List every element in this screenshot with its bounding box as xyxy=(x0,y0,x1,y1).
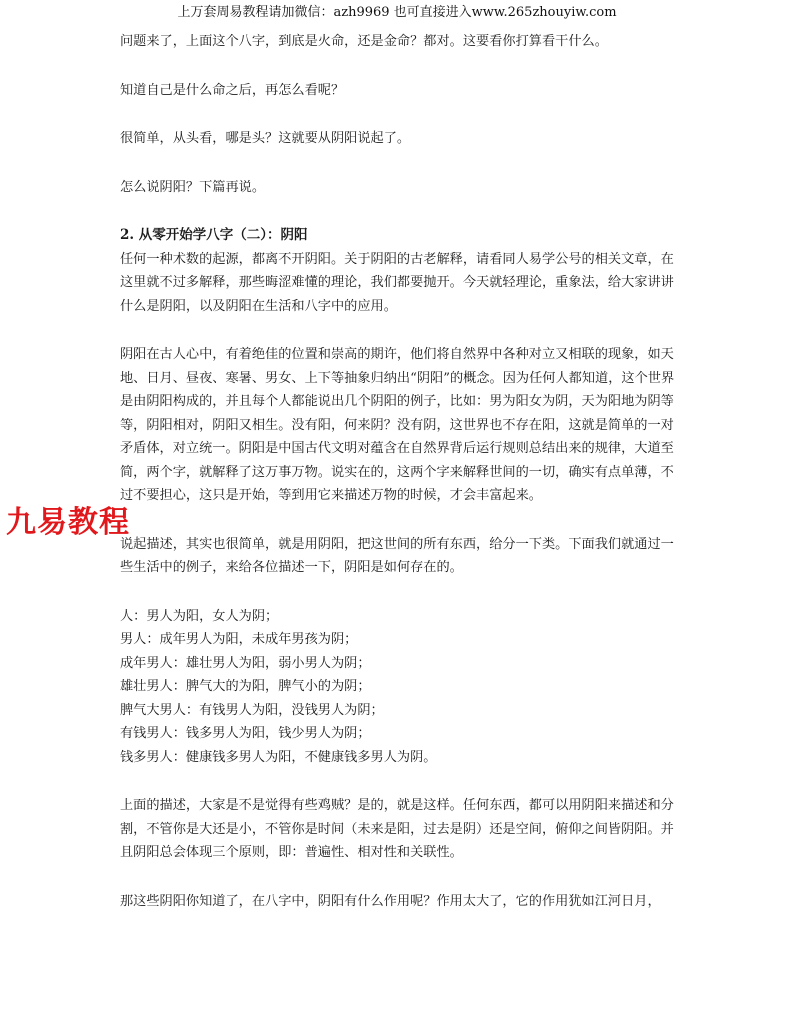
section-heading: 2. 从零开始学八字（二）：阴阳 xyxy=(120,227,308,243)
list-item: 成年男人：雄壮男人为阳，弱小男人为阴； xyxy=(120,655,371,671)
paragraph: 问题来了，上面这个八字，到底是火命，还是金命？都对。这要看你打算看干什么。 xyxy=(120,34,608,49)
list-item: 雄壮男人：脾气大的为阳，脾气小的为阴； xyxy=(120,679,371,694)
list-item: 有钱男人：钱多男人为阳，钱少男人为阴； xyxy=(120,726,371,741)
list-item: 钱多男人：健康钱多男人为阳，不健康钱多男人为阴。 xyxy=(120,749,437,765)
watermark-logo: 九易教程 xyxy=(6,505,130,540)
paragraph: 怎么说阴阳？下篇再说。 xyxy=(120,179,266,195)
paragraph: 知道自己是什么命之后，再怎么看呢？ xyxy=(120,82,345,98)
list-item: 男人：成年男人为阳，未成年男孩为阴； xyxy=(120,632,358,647)
paragraph: 说起描述，其实也很简单，就是用阴阳，把这世间的所有东西，给分一下类。下面我们就通过一些生活中的例子，来给各位描述一下，阴阳是如何存在的。 xyxy=(120,536,674,575)
page-header: 上万套周易教程请加微信：azh9969 也可直接进入www.265zhouyiw.com xyxy=(177,5,617,20)
yin-yang-list xyxy=(120,605,680,770)
paragraph: 那这些阴阳你知道了，在八字中，阴阳有什么作用呢？作用太大了，它的作用犹如江河日月， xyxy=(120,893,661,909)
paragraph: 任何一种术数的起源，都离不开阴阳。关于阴阳的古老解释，请看同人易学公号的相关文章，在这里就不过多解释，那些晦涩难懂的理论，我们都要抛开。今天就轻理论，重象法，给大家讲讲什么是阴阳，以及阴阳在生活和八字中的应用。 xyxy=(120,251,674,314)
paragraph: 上面的描述，大家是不是觉得有些鸡贼？是的，就是这样。任何东西，都可以用阴阳来描述和分割，不管你是大还是小，不管你是时间（未来是阳，过去是阴）还是空间，俯仰之间皆阴阳。并且阴阳总会体现三个原则，即：普遍性、相对性和关联性。 xyxy=(120,798,674,860)
article-body xyxy=(120,30,680,913)
paragraph: 很简单，从头看，哪是头？这就要从阴阳说起了。 xyxy=(120,131,411,146)
list-item: 脾气大男人：有钱男人为阳，没钱男人为阴； xyxy=(120,702,384,718)
list-item: 人：男人为阳，女人为阴； xyxy=(120,608,279,624)
paragraph: 阴阳在古人心中，有着绝佳的位置和崇高的期许，他们将自然界中各种对立又相联的现象，如天地、日月、昼夜、寒暑、男女、上下等抽象归纳出“阴阳”的概念。因为任何人都知道，这个世界是由阴阳构成的，并且每个人都能说出几个阴阳的例子，比如：男为阳女为阴，天为阳地为阴等等，阴阳相对，阴阳又相生。没有阳，何来阴？没有阴，这世界也不存在阳，这就是简单的一对矛盾体，对立统一。阴阳是中国古代文明对蕴含在自然界背后运行规则总结出来的规律，大道至简，两个字，就解释了这万事万物。说实在的，这两个字来解释世间的一切，确实有点单薄，不过不要担心，这只是开始，等到用它来描述万物的时候，才会丰富起来。 xyxy=(120,347,675,503)
